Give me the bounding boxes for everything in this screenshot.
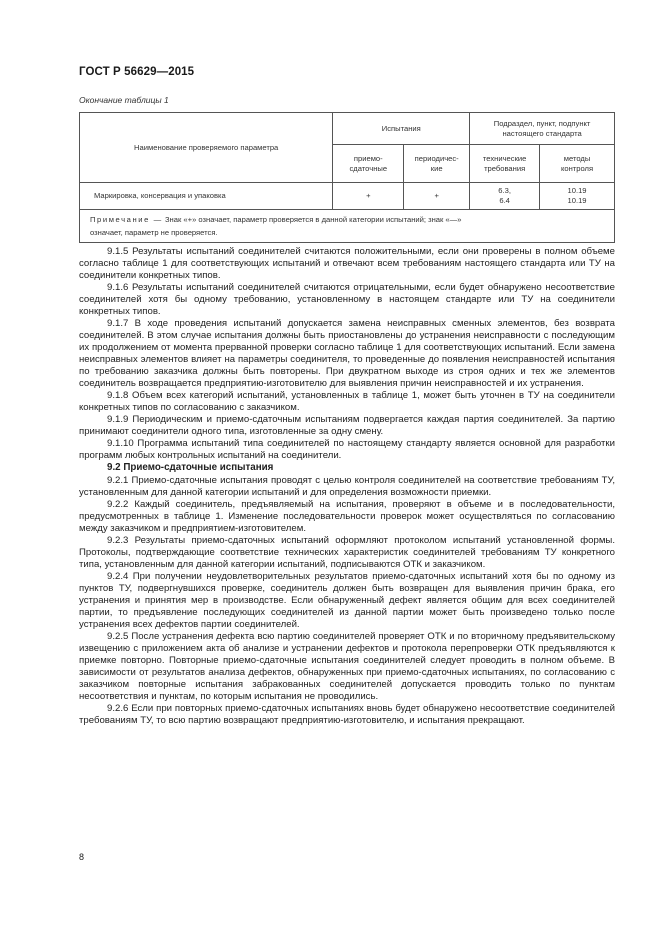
paragraph-9-2-6: 9.2.6 Если при повторных приемо-сдаточных испытаниях вновь будет обнаружено несоответствие соединителей требованиям ТУ, то всю партию возвращают предприятию-изготовителю, и испытания прекращают. bbox=[79, 702, 615, 726]
parameters-table bbox=[79, 112, 615, 243]
table-note bbox=[80, 210, 615, 243]
paragraph-9-2-5: 9.2.5 После устранения дефекта всю партию соединителей проверяет ОТК и по вторичному предъявительскому извещению с приложением акта об анализе и устранении дефектов и протокола перепроверки ОТК предъявляются к приемке повторно. Повторные приемо-сдаточные испытания соединителей следует проводить в полном объеме. В зависимости от результатов анализа дефектов, обнаруженных при приемо-сдаточных испытаниях, по согласованию с заказчиком повторные испытания забракованных соединителей допускается проводить только по пунктам несоответствия и пунктам, по которым испытания не проводились. bbox=[79, 630, 615, 702]
cell-parameter: Маркировка, консервация и упаковка bbox=[80, 183, 333, 210]
header-methods-line1: методы bbox=[563, 153, 591, 163]
paragraph-9-1-7: 9.1.7 В ходе проведения испытаний допускается замена неисправных сменных элементов, без возврата соединителей. В этом случае испытания должны быть приостановлены до устранения неисправности с последующим их продолжением от момента прерванной проверки согласно таблице 1 для соответствующих испытаний. Если замена неисправных элементов влияет на параметры соединителя, то проведенные до появления неисправностей испытания по требованию заказчика должны быть повторены. При двукратном выходе из строя одних и тех же элементов соединитель возвращается предприятию-изготовителю для выявления причин неисправностей и их устранения. bbox=[79, 318, 615, 389]
header-acceptance-line1: приемо- bbox=[353, 153, 383, 163]
paragraph-9-1-6: 9.1.6 Результаты испытаний соединителей считаются отрицательными, если будет обнаружено несоответствие соединителей хотя бы одному требованию, установленному в настоящем стандарте или ТУ на соединители конкретных типов. bbox=[79, 282, 615, 317]
header-methods-line2: контроля bbox=[560, 163, 594, 173]
header-periodic-line2: кие bbox=[430, 163, 443, 173]
table-note-row bbox=[80, 210, 615, 243]
paragraph-9-2-1: 9.2.1 Приемо-сдаточные испытания проводят с целью контроля соединителей на соответствие требованиям ТУ, установленным для данной категории испытаний и для определения возможности приемки. bbox=[79, 474, 615, 498]
cell-methods-line2: 10.19 bbox=[567, 196, 587, 205]
paragraph-9-1-10: 9.1.10 Программа испытаний типа соединителей по настоящему стандарту является основной для разработки программ любых контрольных испытаний на соединители. bbox=[79, 438, 615, 461]
header-technical-line2: требования bbox=[484, 163, 526, 173]
cell-technical-requirements bbox=[470, 183, 540, 210]
paragraph-9-1-9: 9.1.9 Периодическим и приемо-сдаточным испытаниям подвергается каждая партия соединителей. За партию принимают соединители одного типа, изготовленные за одну смену. bbox=[79, 414, 615, 437]
paragraph-9-1-8: 9.1.8 Объем всех категорий испытаний, установленных в таблице 1, может быть уточнен в ТУ на соединители конкретных типов по согласованию с заказчиком. bbox=[79, 390, 615, 413]
header-periodic bbox=[404, 145, 470, 183]
cell-technical-line2: 6.4 bbox=[499, 196, 510, 205]
document-header: ГОСТ Р 56629—2015 bbox=[79, 66, 195, 78]
cell-methods-line1: 10.19 bbox=[567, 186, 587, 195]
paragraph-9-2-3: 9.2.3 Результаты приемо-сдаточных испытаний оформляют протоколом испытаний установленной формы. Протоколы, подтверждающие соответствие технических характеристик соединителей требованиям ТУ конкретного типа, установленным для данной категории испытаний, подписываются ОТК и заказчиком. bbox=[79, 534, 615, 570]
note-label: Примечание — bbox=[90, 215, 163, 224]
cell-periodic: + bbox=[404, 183, 470, 210]
page-number: 8 bbox=[79, 852, 85, 862]
note-line2: означает, параметр не проверяется. bbox=[90, 228, 218, 237]
header-parameter-name: Наименование проверяемого параметра bbox=[80, 113, 333, 183]
cell-control-methods bbox=[540, 183, 615, 210]
header-section bbox=[470, 113, 615, 145]
header-acceptance bbox=[333, 145, 404, 183]
table-caption: Окончание таблицы 1 bbox=[79, 95, 169, 105]
cell-acceptance: + bbox=[333, 183, 404, 210]
note-line1: Знак «+» означает, параметр проверяется в данной категории испытаний; знак «—» bbox=[162, 215, 462, 224]
section-heading-9-2: 9.2 Приемо-сдаточные испытания bbox=[107, 462, 274, 473]
cell-technical-line1: 6.3, bbox=[498, 186, 511, 195]
paragraph-9-2-4: 9.2.4 При получении неудовлетворительных результатов приемо-сдаточных испытаний хотя бы по одному из пунктов ТУ, подвергнувшихся проверке, соединитель должен быть возвращен для выявления причин брака, его устранения и принятия мер в производстве. Если обнаруженный дефект является общим для всех соединителей партии, то предъявление последующих соединителей из данной партии может быть произведено только после устранения всех дефектов партии соединителей. bbox=[79, 570, 615, 630]
paragraph-9-1-5: 9.1.5 Результаты испытаний соединителей считаются положительными, если они проверены в полном объеме согласно таблице 1 для соответствующих испытаний и отвечают всем требованиям настоящего стандарта или ТУ на соединители конкретных типов. bbox=[79, 246, 615, 281]
header-technical-line1: технические bbox=[482, 153, 527, 163]
header-acceptance-line2: сдаточные bbox=[349, 163, 388, 173]
header-control-methods bbox=[540, 145, 615, 183]
paragraph-9-2-2: 9.2.2 Каждый соединитель, предъявляемый на испытания, проверяют в объеме и в последовательности, предусмотренных в таблице 1. Изменение последовательности проверок может осуществляться по согласованию между заказчиком и предприятием-изготовителем. bbox=[79, 498, 615, 534]
header-section-line2: настоящего стандарта bbox=[502, 128, 582, 138]
document-body bbox=[79, 246, 615, 727]
header-periodic-line1: периодичес- bbox=[414, 153, 459, 163]
header-technical-requirements bbox=[470, 145, 540, 183]
table-row bbox=[80, 183, 615, 210]
header-section-line1: Подраздел, пункт, подпункт bbox=[493, 118, 591, 128]
header-tests: Испытания bbox=[333, 113, 470, 145]
